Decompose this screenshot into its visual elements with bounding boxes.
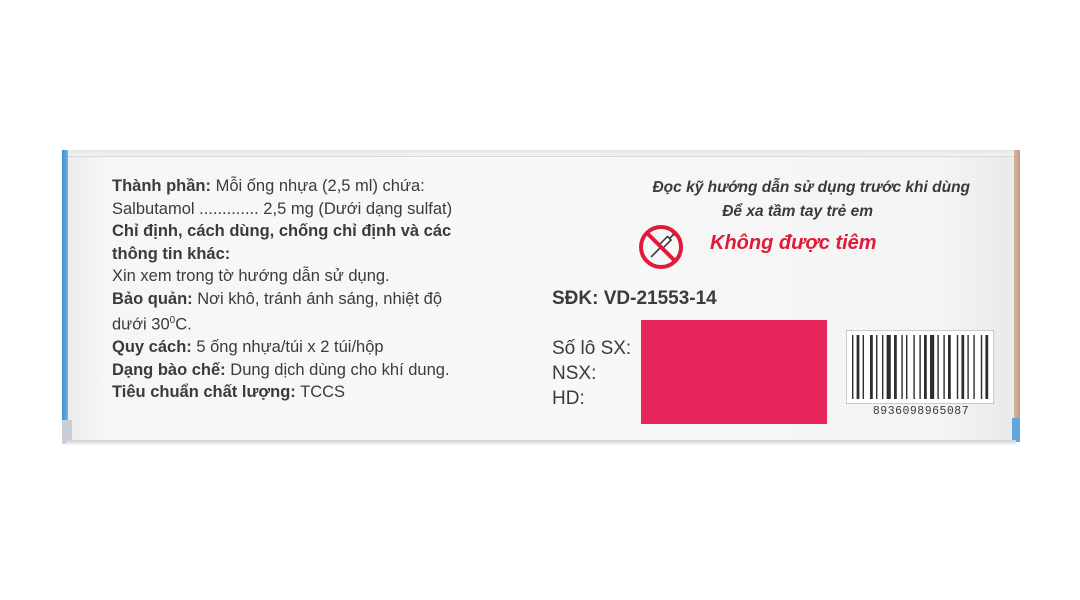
barcode-bar (919, 335, 920, 399)
degree-sup: 0 (169, 315, 176, 326)
composition-line (112, 175, 532, 198)
barcode-bar (876, 335, 877, 399)
barcode-bar (894, 335, 897, 399)
barcode-bar (967, 335, 968, 399)
barcode-bar (961, 335, 964, 399)
no-injection-warning: Không được tiêm (710, 232, 877, 254)
barcode-bar (863, 335, 864, 399)
packaging-value: 5 ống nhựa/túi x 2 túi/hộp (196, 338, 384, 356)
box-right-edge (1014, 150, 1020, 442)
barcode-bar (924, 335, 927, 399)
registration-number: SĐK: VD-21553-14 (552, 288, 717, 309)
barcode-bar (930, 335, 934, 399)
warnings-block (560, 176, 970, 224)
packaging-label: Quy cách: (112, 338, 192, 356)
quality-standard-value: TCCS (300, 383, 346, 401)
barcode-bar (985, 335, 988, 399)
keep-away-warning: Để xa tầm tay trẻ em (722, 203, 873, 220)
barcode-bar (943, 335, 944, 399)
barcode-bar (857, 335, 860, 399)
barcode-bar (882, 335, 883, 399)
storage-value: Nơi khô, tránh ánh sáng, nhiệt độ (197, 289, 442, 308)
storage-label: Bảo quản: (112, 289, 193, 308)
packaging-line (112, 336, 532, 359)
barcode-bar (901, 335, 902, 399)
batch-info-labels (552, 336, 631, 411)
batch-print-area (641, 320, 827, 424)
quality-standard-line (112, 381, 532, 404)
barcode-number: 8936098965087 (872, 405, 970, 418)
composition-value: Mỗi ống nhựa (2,5 ml) chứa: (215, 177, 425, 195)
box-bottom-shadow (66, 440, 1016, 446)
barcode-bar (973, 335, 974, 399)
barcode-bar (957, 335, 958, 399)
batch-number-label: Số lô SX: (552, 338, 632, 359)
barcode-bar (870, 335, 873, 399)
indications-heading-2: thông tin khác: (112, 244, 231, 263)
salbutamol-line: Salbutamol ............. 2,5 mg (Dưới dạng sulfat) (112, 199, 453, 218)
read-instructions-warning: Đọc kỹ hướng dẫn sử dụng trước khi dùng (652, 179, 970, 196)
barcode-bar (906, 335, 907, 399)
barcode-bar (913, 335, 914, 399)
see-leaflet-text: Xin xem trong tờ hướng dẫn sử dụng. (112, 267, 390, 285)
product-info (112, 175, 532, 404)
dosage-form-line (112, 359, 532, 382)
barcode-bar (852, 335, 853, 399)
no-injection-icon (637, 223, 685, 271)
storage-line (112, 288, 532, 311)
manufacture-date-label: NSX: (552, 363, 597, 384)
quality-standard-label: Tiêu chuẩn chất lượng: (112, 383, 296, 401)
indications-heading-1: Chỉ định, cách dùng, chống chỉ định và các (112, 222, 452, 240)
barcode-bar (887, 335, 891, 399)
barcode (846, 330, 994, 404)
box-right-edge-corner (1012, 418, 1020, 442)
barcode-bar (937, 335, 938, 399)
dosage-form-value: Dung dịch dùng cho khí dung. (230, 360, 450, 379)
composition-label: Thành phần: (112, 177, 211, 195)
barcode-bar (981, 335, 982, 399)
dosage-form-label: Dạng bào chế: (112, 360, 226, 379)
box-left-edge (62, 150, 68, 442)
expiry-date-label: HD: (552, 388, 585, 409)
storage-temp-line: dưới $30^0C$. (112, 315, 192, 334)
barcode-bar (948, 335, 951, 399)
